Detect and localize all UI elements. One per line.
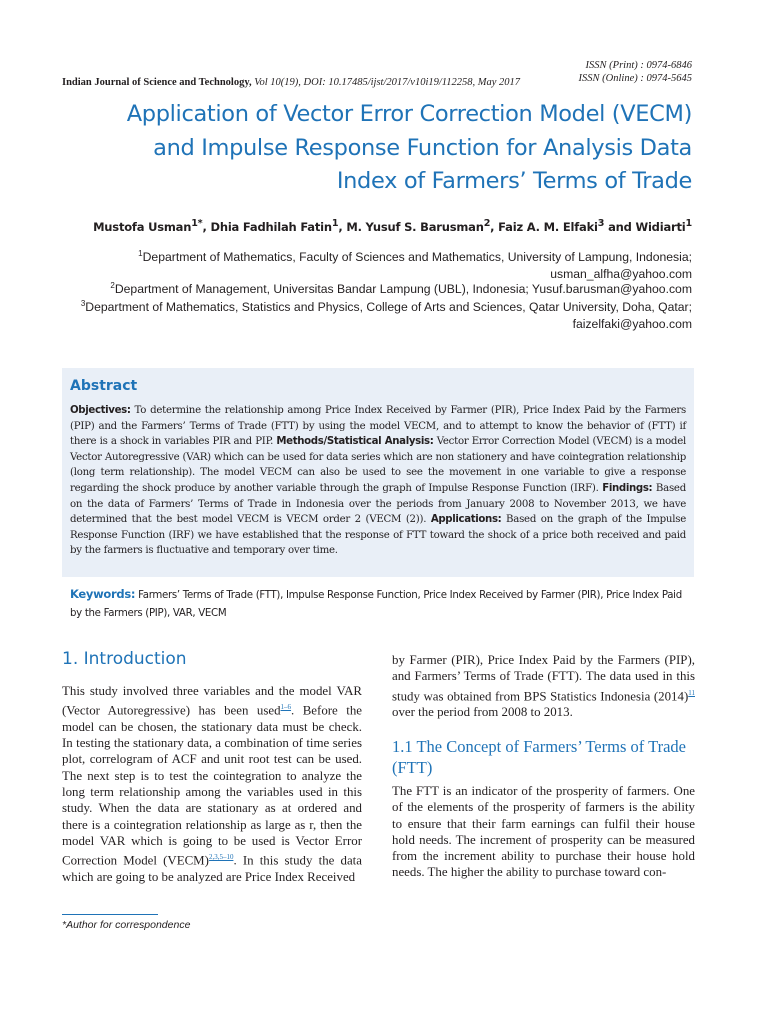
findings-label: Findings: — [602, 482, 653, 494]
introduction-paragraph — [62, 683, 362, 885]
ftt-concept-paragraph: The FTT is an indicator of the prosperity of farmers. One of the elements of the prosperity of farmers is the ability to ensure that their farm earnings can fulfil their house hold needs. The increment of prosperity can be measured from the increment ability to purchase their house hold needs. The higher the ability to purchase toward con- — [392, 784, 695, 880]
findings-text: Based on the data of Farmers’ Terms of Trade in Indonesia over the periods from January 2008 to November 2013, we have determined that the best model VECM is VECM order 2 (VECM (2)). — [70, 482, 686, 526]
author-separator: , — [490, 219, 499, 234]
affiliation-text: Department of Mathematics, Faculty of Sciences and Mathematics, University of Lampung, Indonesia; — [142, 250, 692, 265]
title-line: Index of Farmers’ Terms of Trade — [336, 168, 692, 194]
methods-text: Vector Error Correction Model (VECM) is a model Vector Autoregressive (VAR) which can be used for data series which are non stationery and have cointegration relationship (long term relationship). The model VECM can also be used to see the movement in one variable to give a response regarding the shock produce by another variable through the graph of Impulse Response Function (IRF). — [70, 436, 686, 494]
affiliation-number: 1 — [138, 249, 143, 258]
reference-link[interactable]: 1–6 — [280, 703, 292, 712]
affiliation-email: faizelfaki@yahoo.com — [572, 317, 692, 332]
paragraph-text: over the period from 2008 to 2013. — [392, 705, 573, 720]
author-affiliation-mark: 1 — [685, 218, 692, 229]
introduction-paragraph-continued — [392, 652, 695, 720]
keywords-text: Farmers’ Terms of Trade (FTT), Impulse Response Function, Price Index Received by Farmer (PIR), Price Index Paid by the Farmers (PIP), VAR, VECM — [70, 590, 682, 619]
author-affiliation-mark: 1* — [191, 218, 203, 229]
affiliation-number: 3 — [80, 299, 86, 308]
paragraph-text: . Before the model can be chosen, the stationary data must be check. In testing the stationary data, a combination of time series plot, correlogram of ACF and unit root test can be used. The next step is to test the cointegration to analyze the long term relationship among the variables used in this study. When the data are stationary as at ordered and there is a cointegration relationship as large as r, then the model VAR which is going to be used is Vector Error Correction Model (VECM) — [62, 703, 362, 868]
correspondence-footnote: *Author for correspondence — [62, 919, 191, 931]
keywords — [70, 586, 686, 622]
methods-label: Methods/Statistical Analysis: — [276, 436, 434, 448]
abstract-heading: Abstract — [70, 378, 138, 394]
author-name: Widiarti — [635, 219, 686, 234]
abstract-body — [70, 403, 686, 559]
objectives-label: Objectives: — [70, 405, 131, 416]
objectives-text: To determine the relationship among Price Index Received by Farmer (PIR), Price Index Paid by the Farmers (PIP) and the Farmers’ Terms of Trade (FTT) by using the model VECM, and to attempt to know the behavior of (FTT) if there is a shock in variables PIR and PIP. — [70, 405, 686, 448]
author-affiliation-mark: 1 — [331, 218, 339, 229]
author-name: Mustofa Usman — [93, 219, 192, 234]
author-separator: , — [338, 219, 347, 234]
paragraph-text: by Farmer (PIR), Price Index Paid by the Farmers (PIP), and Farmers’ Terms of Trade (FTT). The data used in this study was obtained from BPS Statistics Indonesia (2014) — [392, 653, 695, 703]
journal-citation-line — [62, 77, 520, 88]
affiliation-number: 2 — [110, 281, 115, 290]
paper-title — [32, 98, 692, 199]
reference-link[interactable]: 11 — [688, 688, 695, 697]
paragraph-text: . In this study the data which are going to be analyzed are Price Index Received — [62, 853, 362, 884]
footnote-divider — [62, 914, 158, 915]
title-line: and Impulse Response Function for Analysis Data — [153, 134, 692, 161]
section-heading-introduction: 1. Introduction — [62, 649, 187, 669]
author-name: Dhia Fadhilah Fatin — [210, 219, 332, 234]
issn-print: ISSN (Print) : 0974-6846 — [585, 60, 692, 71]
journal-citation: Vol 10(19), DOI: 10.17485/ijst/2017/v10i19/112258, May 2017 — [251, 77, 521, 88]
author-separator: , — [202, 219, 211, 234]
applications-text: Based on the graph of the Impulse Response Function (IRF) we have established that the response of FTT toward the shock of a price both received and paid by the farmers is fluctuative and temporary over time. — [70, 514, 686, 557]
applications-label: Applications: — [430, 514, 502, 526]
reference-link[interactable]: 2,3,5–10 — [208, 853, 234, 862]
author-list — [93, 218, 692, 234]
author-affiliation-mark: 3 — [597, 218, 605, 229]
keywords-label: Keywords: — [70, 587, 136, 601]
affiliation-text: Department of Management, Universitas Bandar Lampung (UBL), Indonesia; Yusuf.barusman@yahoo.com — [114, 282, 692, 297]
title-line: Application of Vector Error Correction Model (VECM) — [126, 101, 692, 127]
author-name: M. Yusuf S. Barusman — [346, 219, 484, 234]
affiliation-text: Department of Mathematics, Statistics and Physics, College of Arts and Sciences, Qatar University, Doha, Qatar; — [85, 300, 692, 315]
journal-name: Indian Journal of Science and Technology, — [62, 77, 252, 88]
paragraph-text: This study involved three variables and the model VAR (Vector Autoregressive) has been used — [62, 684, 362, 718]
subsection-heading-ftt-concept: 1.1 The Concept of Farmers’ Terms of Trade (FTT) — [392, 737, 686, 777]
affiliation-email: usman_alfha@yahoo.com — [550, 267, 692, 282]
issn-online: ISSN (Online) : 0974-5645 — [578, 73, 692, 84]
author-name: Faiz A. M. Elfaki — [498, 219, 598, 234]
author-affiliation-mark: 2 — [483, 218, 491, 229]
author-separator: and — [604, 219, 636, 234]
affiliation-3 — [81, 295, 692, 333]
